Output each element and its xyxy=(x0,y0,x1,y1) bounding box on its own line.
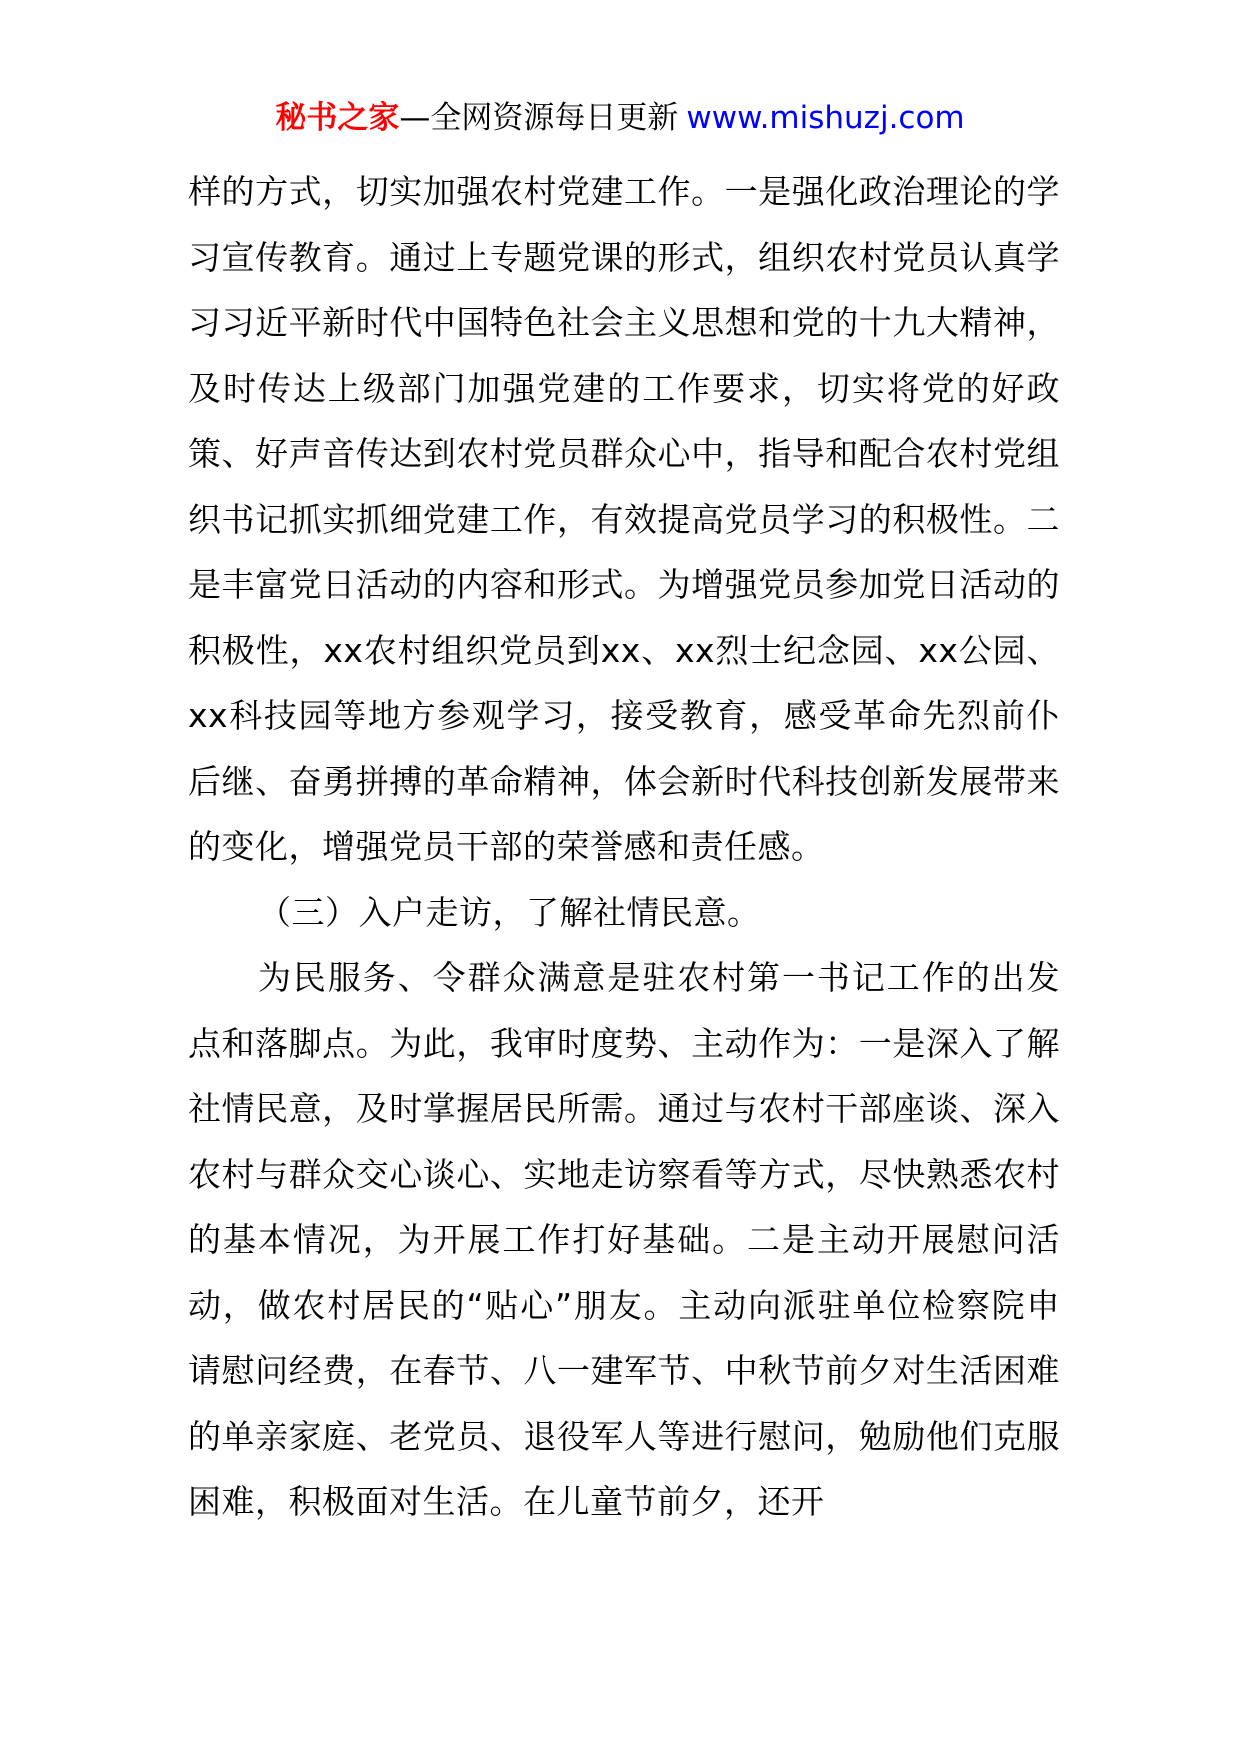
header-url-link[interactable]: www.mishuzj.com xyxy=(686,100,965,136)
paragraph-party-building: 样的方式，切实加强农村党建工作。一是强化政治理论的学习宣传教育。通过上专题党课的形式，组织农村党员认真学习习近平新时代中国特色社会主义思想和党的十九大精神，及时传达上级部门加强党建的工作要求，切实将党的好政策、好声音传达到农村党员群众心中，指导和配合农村党组织书记抓实抓细党建工作，有效提高党员学习的积极性。二是丰富党日活动的内容和形式。为增强党员参加党日活动的积极性，xx农村组织党员到xx、xx烈士纪念园、xx公园、xx科技园等地方参观学习，接受教育，感受革命先烈前仆后继、奋勇拼搏的革命精神，体会新时代科技创新发展带来的变化，增强党员干部的荣誉感和责任感。 xyxy=(188,172,1060,866)
document-body xyxy=(188,159,1060,1535)
paragraph-serving-people: 为民服务、令群众满意是驻农村第一书记工作的出发点和落脚点。为此，我审时度势、主动作为：一是深入了解社情民意，及时掌握居民所需。通过与农村干部座谈、深入农村与群众交心谈心、实地走访察看等方式，尽快熟悉农村的基本情况，为开展工作打好基础。二是主动开展慰问活动，做农村居民的“贴心”朋友。主动向派驻单位检察院申请慰问经费，在春节、八一建军节、中秋节前夕对生活困难的单亲家庭、老党员、退役军人等进行慰问，勉励他们克服困难，积极面对生活。在儿童节前夕，还开 xyxy=(188,958,1060,1521)
header-brand: 秘书之家 xyxy=(275,100,400,136)
page-header xyxy=(0,98,1240,138)
section-heading-visits: （三）入户走访，了解社情民意。 xyxy=(258,892,761,932)
header-tagline: —全网资源每日更新 xyxy=(399,100,679,136)
